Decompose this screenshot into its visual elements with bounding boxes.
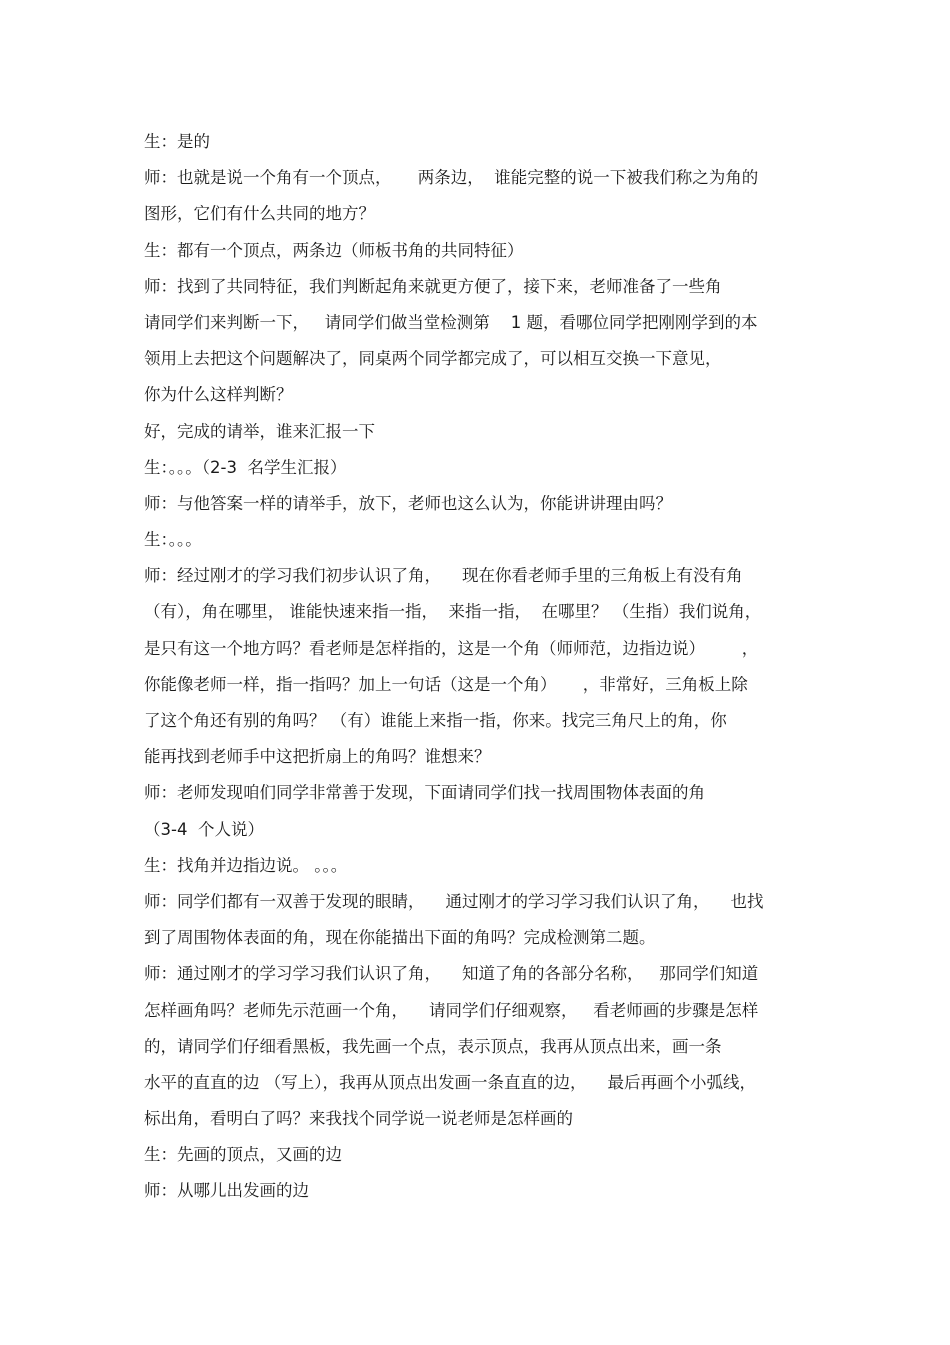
text-line: 标出角，看明白了吗？来我找个同学说一说老师是怎样画的 [144,1109,573,1129]
text-line: 师：通过刚才的学习学习我们认识了角， 知道了角的各部分名称， 那同学们知道 [144,964,759,984]
text-line: 师：与他答案一样的请举手，放下，老师也这么认为，你能讲讲理由吗？ [144,493,672,513]
text-line: 生：。。。 [144,530,202,550]
text-line: 师：同学们都有一双善于发现的眼睛， 通过刚才的学习学习我们认识了角， 也找 [144,891,764,911]
text-line: （3-4 个人说） [144,819,264,839]
text-line: 能再找到老师手中这把折扇上的角吗？谁想来？ [144,747,491,767]
text-line: 师：老师发现咱们同学非常善于发现，下面请同学们找一找周围物体表面的角 [144,783,705,803]
text-line: 到了周围物体表面的角，现在你能描出下面的角吗？完成检测第二题。 [144,928,656,948]
text-line: 生：是的 [144,132,210,151]
text-line: 生：都有一个顶点，两条边（师板书角的共同特征） [144,240,524,260]
text-line: 生：。。。（2-3 名学生汇报） [144,457,347,477]
text-line: 你能像老师一样，指一指吗？加上一句话（这是一个角） ，非常好，三角板上除 [144,674,748,694]
text-line: 了这个角还有别的角吗？ （有）谁能上来指一指，你来。找完三角尺上的角，你 [144,711,727,730]
text-line: 水平的直直的边 （写上），我再从顶点出发画一条直直的边， 最后再画个小弧线， [144,1072,756,1092]
text-line: 好，完成的请举，谁来汇报一下 [144,421,375,441]
text-line: 请同学们来判断一下， 请同学们做当堂检测第 1 题，看哪位同学把刚刚学到的本 [144,312,758,332]
text-line: （有），角在哪里， 谁能快速来指一指， 来指一指， 在哪里？ （生指）我们说角， [144,602,762,622]
text-line: 领用上去把这个问题解决了，同桌两个同学都完成了，可以相互交换一下意见， [144,349,722,369]
text-line: 师：也就是说一个角有一个顶点， 两条边， 谁能完整的说一下被我们称之为角的 [144,168,759,188]
text-line: 师：经过刚才的学习我们初步认识了角， 现在你看老师手里的三角板上有没有角 [144,566,743,586]
text-line: 生：先画的顶点，又画的边 [144,1145,342,1165]
text-line: 师：找到了共同特征，我们判断起角来就更方便了，接下来，老师准备了一些角 [144,276,722,296]
text-line: 的，请同学们仔细看黑板，我先画一个点，表示顶点，我再从顶点出来，画一条 [144,1036,722,1056]
text-line: 生：找角并边指边说。 。。。 [144,855,348,875]
text-line: 你为什么这样判断？ [144,385,293,405]
text-line: 图形，它们有什么共同的地方？ [144,204,375,224]
text-line: 怎样画角吗？老师先示范画一个角， 请同学们仔细观察， 看老师画的步骤是怎样 [144,1000,759,1020]
text-line: 是只有这一个地方吗？看老师是怎样指的，这是一个角（师师范，边指边说） ， [144,638,759,658]
text-line: 师：从哪儿出发画的边 [144,1181,309,1201]
transcript-body [144,124,824,1210]
